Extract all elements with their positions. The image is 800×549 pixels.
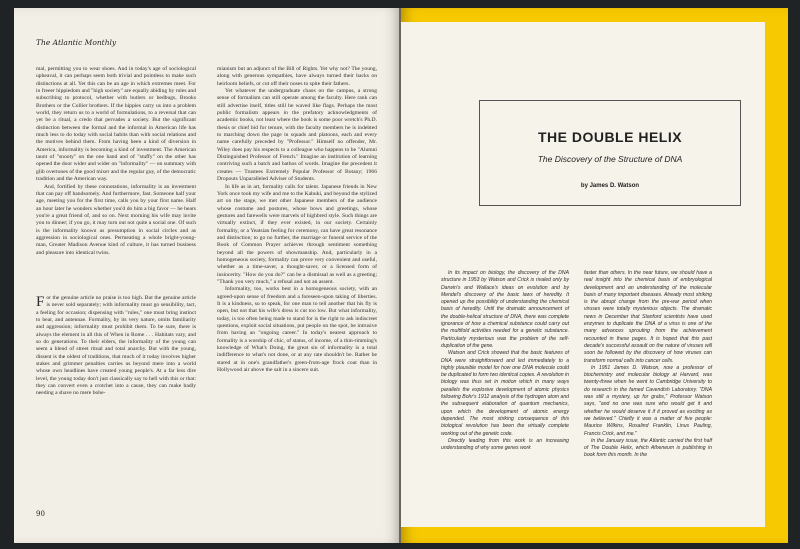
paragraph: And, fortified by these connotations, informality is an investment that can pay off handsomely. And furthermore, fast. Someone half your age, meeting you for the first time, calls you by your first name. Half an hour later he wonders whether you'd do him a big favor — he hears you're a great friend of, and so on. Next morning his wife may invite you to dinner; if you go, it may turn out not quite a social one. Of such is the informality known as presumption in social circles and as aggression in sociological ones. Permeating a whole bright-young-man, Greater Madison Avenue kind of culture, it has turned business and pleasure into identical twins. <box>36 183 196 256</box>
intro-column-2 <box>584 270 712 460</box>
paragraph-text: or the genuine article no praise is too high. But the genuine article is never sold separately; with informality must go sensibility, tact, a feeling for occasion; dispensing with "rules," one must bring instinct to bear, and antennae. Formality, by its very nature, omits familiarity and aggression; informality must prohibit them. To be sure, there is always the element in all this of When in Rome . . . Habitats vary, and so do generations. To their elders, the informality of the young can seem a blend of street ritual and total anarchy. But with the young, dissent is the oldest of traditions, that much of it today involves higher stakes and grimmer penalties carries us beyond mere into a world whose own headlines have created young people's. At a far less dire level, the young today don't just classically say to hell with this or that: they can convert even a crotchet into a cause, they can make badly needing a shave no mere bohe- <box>36 294 196 397</box>
paragraph: mal, permitting you to wear shoes. And in today's age of sociological upheaval, it can perhaps seem both trivial and pointless to make such distinctions at all. Yet this can be an age in which extremes meet. For in freeer hippiedom and "high society" are equally abiding by rules and subscribing to protocol, whether with butlers or bedbugs, Brooks Brothers or the Collier brothers. If the hippies carry us into a problem world, they return us to a world of formulations, to a reversal that can yet be a ritual, a credo that pervades a society. But the significant distinction between the formal and the informal in American life has much less to do today with social habits than with social relations and the motives behind them. From having been a kind of diversion in America, informality is becoming a kind of investment. The American taunt of "snooty" on the one hand and of "stuffy" on the other has opened the door wider and wider on "informality" — on summary with glib overtones of the good mixer and the regular guy, of the democratic tradition and the American way. <box>36 66 196 183</box>
paragraph-with-dropcap <box>36 295 196 398</box>
paragraph: mianism but an adjunct of the Bill of Rights. Yet why not? The young, along with generous sympathies, have always turned their backs on heirloom beliefs, or cut off their noses to spite their fathers. <box>217 66 377 87</box>
drop-cap: F <box>36 293 45 310</box>
paragraph: In 1951 James D. Watson, now a professor of biochemistry and molecular biology at Harvard, was twenty-three when he went to Cambridge University to do research in the famed Cavendish Laboratory. "DNA was still a mystery, up for grabs," Professor Watson says, "and no one was sure who would get it and whether he would deserve it if it proved as exciting as we believed." Chiefly it was a matter of five people: Maurice Wilkins, Rosalind Franklin, Linus Pauling, Francis Crick, and me." <box>584 364 712 437</box>
title-box <box>479 100 741 206</box>
left-column-1 <box>36 66 196 398</box>
paragraph: Yet whatever the undergraduate chaos on the campus, a strong sense of formalism can still operate among the faculty. Here rank can still advertise itself, titles still be waved like flags. Perhaps the most public formalism appears in the prefatory acknowledgments of academic books, not least where the book is some poor wretch's Ph.D. thesis or chief bid for tenure, with the faculty members he is indebted to marching down the page in squads and platoons, each and every name carefully preceded by "Professor." Himself no offender, Mr. Wiley does pay his respects to a colleague who happens to be "Alumni Distinguished Professor of French." Imagine an institution of learning contriving such a batch and bathos of words. Imagine the precedent it creates — Trustees Extremely Popular Professor of Botany; 1966 Dropouts Unparalleled Adviser of Students. <box>217 88 377 183</box>
page-number: 90 <box>36 510 45 518</box>
paragraph: In the January issue, the Atlantic carried the first half of The Double Helix, which Atheneum is publishing in book form this month. In the <box>584 437 712 459</box>
paragraph: Watson and Crick showed that the basic features of DNA were straightforward and led immediately to a highly plausible model for how one DNA molecule could be duplicated to form two identical copies. A revolution in biology was thus set in motion which in many ways parallels the explosive development of atomic physics following Bohr's 1912 analysis of the hydrogen atom and the subsequent elaboration of quantum mechanics, upon which the development of atomic energy depended. The most striking consequence of this biological revolution has been the virtually complete working out of the genetic code. <box>441 350 569 437</box>
right-page <box>401 8 788 543</box>
magazine-spread <box>14 8 788 543</box>
paragraph: Directly leading from this work is an increasing understanding of why some genes work <box>441 437 569 452</box>
section-break <box>36 257 196 295</box>
running-head: The Atlantic Monthly <box>36 38 117 47</box>
article-title: THE DOUBLE HELIX <box>537 129 683 145</box>
byline: by James D. Watson <box>580 183 640 189</box>
article-panel <box>401 22 765 527</box>
intro-column-1 <box>441 270 569 452</box>
paragraph: In life as in art, formality calls for talent. Japanese friends in New York once took my wife and me to the Kabuki, and beyond the stylized art on the stage, we met other Japanese members of the audience whose costume and postures, whose bows and greetings, whose gestures and farewells were marvels of highbred style. Such things are virtually extinct, if they ever existed, in our society. Certainly formality, or a Yeatsian feeling for ceremony, can have great resonance and distinction; to go no further, the marriage or funeral service of the Book of Common Prayer achieves through sentiment something beyond all the powers of showmanship. And, particularly in a homogeneous society, formality can prove very convenient and useful, whether as a time-saver, a thought-saver, or a licensed form of insincerity. "How do you do?" can be a dismissal as well as a greeting; "Thank you very much," a refusal and not an assent. <box>217 183 377 285</box>
paragraph: faster than others. In the near future, we should have a real insight into the chemical basis of embryological development and an understanding of the molecular basis of many important diseases. Already most striking is the abrupt change from the pre-war period when viruses were totally mysterious objects. The dramatic news in December that Stanford scientists have used enzymes to duplicate the DNA of a virus is one of the many advances sprouting from the achievement recounted in these pages. It is hoped that this past decade's successful assault on the nature of viruses will soon be followed by the discovery of how viruses can transform normal cells into cancer cells. <box>584 270 712 364</box>
paragraph: Informality, too, works best in a homogeneous society, with an agreed-upon sense of freedom and a foreseen-upon taking of liberties. It is a kindness, so to speak, for one man to tell another that his fly is open, but not that his wife's dress is cut too low. But what informality, today, is too often being made to stand for is the right to ask indiscreet questions, exploit social situations, put people on the spot, be intrusive from having an "ongoing career." In today's nearest approach to formality is a worship of chic, of status, of income, of a thin-rimming's knowledge of What's Doing, the great sin of informality is a total indifference to what's not done, or at any rate shouldn't be. Rather he stared at in one's grandfather's green-from-age frock coat than in Hollywood air above the salt in a sincere suit. <box>217 286 377 374</box>
left-column-2 <box>217 66 377 374</box>
article-subtitle: The Discovery of the Structure of DNA <box>537 154 683 164</box>
left-page <box>14 8 400 543</box>
paragraph: In its impact on biology, the discovery of the DNA structure in 1953 by Watson and Crick is rivaled only by Darwin's and Wallace's ideas on evolution and by Mendel's discovery of the basic laws of heredity. It opened up the possibility of understanding the chemical basis of heredity. Until the dramatic announcement of the double-helical structure of DNA, there was complete ignorance of how a chemical substance could carry out the multifold activities needed for a genetic substance. Particularly mysterious was the problem of the self-duplication of the gene. <box>441 270 569 349</box>
